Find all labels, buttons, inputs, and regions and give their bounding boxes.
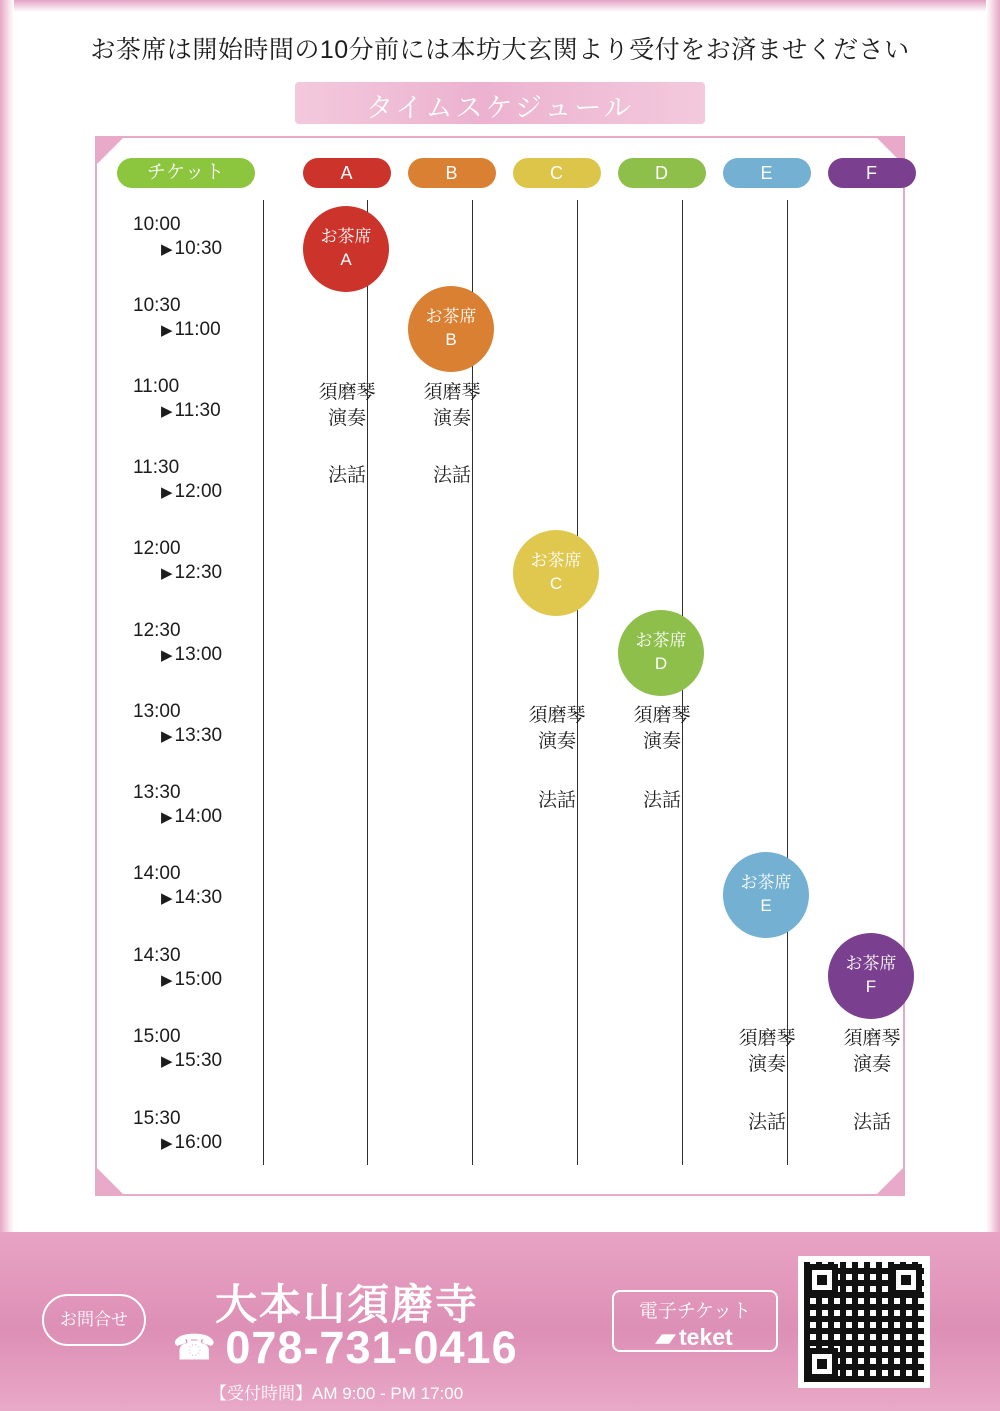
eticket-brand: ▰teket (654, 1324, 733, 1350)
dharma-talk-a: 法話 (327, 465, 366, 486)
time-end: 12:30 (174, 562, 223, 583)
tea-session-code: A (340, 249, 352, 269)
koto-line-2: 演奏 (432, 407, 471, 429)
time-end-row (123, 481, 273, 503)
tea-session-label: お茶席 (740, 873, 792, 892)
time-slot-9 (123, 863, 273, 909)
time-end-row (123, 969, 273, 991)
column-divider-4 (577, 200, 578, 1165)
time-end: 13:00 (174, 644, 223, 665)
time-start: 12:00 (133, 538, 181, 559)
time-end: 11:00 (174, 319, 221, 340)
time-start: 10:30 (133, 295, 181, 316)
time-slot-6 (123, 620, 273, 666)
column-header-e: E (723, 158, 811, 188)
arrow-icon: ▶ (161, 484, 173, 501)
page-border-top (0, 0, 1000, 12)
tea-session-code: E (760, 895, 772, 915)
page-border-right (986, 0, 1000, 1411)
header-notice: お茶席は開始時間の10分前には本坊大玄関より受付をお済ませください (90, 36, 910, 64)
time-start: 13:30 (133, 782, 181, 803)
time-end: 14:00 (174, 806, 223, 827)
time-slot-10 (123, 945, 273, 991)
time-slot-2 (123, 295, 273, 341)
arrow-icon: ▶ (161, 972, 173, 989)
time-end-row (123, 400, 273, 422)
time-end-row (123, 319, 273, 341)
column-header-d: D (618, 158, 706, 188)
koto-performance-c (505, 703, 609, 754)
arrow-icon: ▶ (161, 647, 173, 664)
time-start: 10:00 (133, 214, 181, 235)
qr-finder-top-right (890, 1264, 922, 1296)
koto-performance-d (610, 703, 714, 754)
koto-line-1: 須磨琴 (843, 1028, 901, 1049)
tea-session-label: お茶席 (530, 551, 582, 570)
tea-session-label: お茶席 (635, 631, 687, 650)
arrow-icon: ▶ (161, 1053, 173, 1070)
tea-session-f (828, 933, 914, 1019)
teket-logo-icon: ▰ (654, 1324, 678, 1350)
tea-session-label: お茶席 (845, 954, 897, 973)
time-end-row (123, 644, 273, 666)
koto-line-1: 須磨琴 (528, 705, 586, 726)
inquiry-badge: お問合せ (42, 1294, 146, 1346)
tea-session-label: お茶席 (320, 227, 372, 246)
tea-session-label: お茶席 (425, 307, 477, 326)
tea-session-code: D (654, 653, 668, 673)
time-end-row (123, 562, 273, 584)
column-divider-1 (263, 200, 264, 1165)
koto-performance-b (400, 380, 504, 431)
column-divider-2 (367, 200, 368, 1165)
tea-session-code: F (865, 976, 877, 996)
page-title: タイムスケジュール (366, 93, 634, 123)
arrow-icon: ▶ (161, 241, 173, 258)
arrow-icon: ▶ (161, 1135, 173, 1152)
qr-code[interactable] (798, 1256, 930, 1388)
time-slot-11 (123, 1026, 273, 1072)
time-end-row (123, 887, 273, 909)
schedule-card (95, 136, 905, 1196)
arrow-icon: ▶ (161, 728, 173, 745)
time-end: 10:30 (174, 238, 223, 259)
time-start: 14:00 (133, 863, 181, 884)
page-border-left (0, 0, 14, 1411)
koto-line-2: 演奏 (327, 407, 366, 429)
time-end-row (123, 725, 273, 747)
column-header-ticket: チケット (117, 158, 255, 188)
dharma-talk-e: 法話 (747, 1112, 786, 1133)
tea-session-c (513, 530, 599, 616)
eticket-label: 電子チケット (638, 1301, 752, 1322)
time-end-row (123, 1132, 273, 1154)
time-end: 14:30 (174, 887, 223, 908)
time-end-row (123, 1050, 273, 1072)
column-header-a: A (303, 158, 391, 188)
time-slot-5 (123, 538, 273, 584)
arrow-icon: ▶ (161, 565, 173, 582)
tea-session-b (408, 286, 494, 372)
column-header-f: F (828, 158, 916, 188)
time-start: 12:30 (133, 620, 181, 641)
time-slot-8 (123, 782, 273, 828)
time-start: 14:30 (133, 945, 181, 966)
koto-performance-f (820, 1026, 924, 1077)
time-end: 16:00 (174, 1132, 223, 1153)
time-start: 15:00 (133, 1026, 181, 1047)
reception-hours: 【受付時間】AM 9:00 - PM 17:00 (210, 1384, 464, 1403)
koto-line-1: 須磨琴 (633, 705, 691, 726)
time-slot-7 (123, 701, 273, 747)
koto-line-2: 演奏 (642, 730, 681, 752)
koto-line-2: 演奏 (852, 1053, 891, 1075)
schedule-grid (115, 158, 901, 1178)
arrow-icon: ▶ (161, 809, 173, 826)
column-divider-6 (787, 200, 788, 1165)
dharma-talk-c: 法話 (537, 790, 576, 811)
koto-performance-a (295, 380, 399, 431)
tea-session-d (618, 610, 704, 696)
tea-session-a (303, 206, 389, 292)
arrow-icon: ▶ (161, 403, 173, 420)
time-end: 12:00 (174, 481, 223, 502)
temple-name: 大本山須磨寺 (215, 1281, 480, 1328)
arrow-icon: ▶ (161, 322, 173, 339)
time-end: 15:30 (174, 1050, 223, 1071)
title-ribbon (295, 82, 705, 124)
koto-line-2: 演奏 (747, 1053, 786, 1075)
eticket-badge[interactable] (612, 1290, 778, 1352)
arrow-icon: ▶ (161, 890, 173, 907)
column-header-b: B (408, 158, 496, 188)
time-start: 11:00 (133, 376, 180, 397)
time-start: 13:00 (133, 701, 181, 722)
qr-finder-bottom-left (806, 1348, 838, 1380)
phone-row[interactable] (172, 1322, 518, 1374)
time-slot-4 (123, 457, 273, 503)
dharma-talk-d: 法話 (642, 790, 681, 811)
koto-performance-e (715, 1026, 819, 1077)
phone-icon: ☎ (172, 1329, 216, 1367)
time-end-row (123, 238, 273, 260)
qr-code-pattern (804, 1262, 924, 1382)
phone-number: 078-731-0416 (225, 1322, 518, 1373)
koto-line-2: 演奏 (537, 730, 576, 752)
dharma-talk-b: 法話 (432, 465, 471, 486)
time-end: 11:30 (174, 400, 221, 421)
time-start: 15:30 (133, 1108, 181, 1129)
time-slot-12 (123, 1108, 273, 1154)
time-end-row (123, 806, 273, 828)
time-start: 11:30 (133, 457, 180, 478)
tea-session-code: B (445, 329, 457, 349)
koto-line-1: 須磨琴 (738, 1028, 796, 1049)
koto-line-1: 須磨琴 (318, 382, 376, 403)
dharma-talk-f: 法話 (852, 1112, 891, 1133)
column-header-c: C (513, 158, 601, 188)
time-end: 13:30 (174, 725, 223, 746)
koto-line-1: 須磨琴 (423, 382, 481, 403)
qr-finder-top-left (806, 1264, 838, 1296)
tea-session-code: C (549, 573, 563, 593)
time-end: 15:00 (174, 969, 223, 990)
tea-session-e (723, 852, 809, 938)
time-slot-3 (123, 376, 273, 422)
time-slot-1 (123, 214, 273, 260)
